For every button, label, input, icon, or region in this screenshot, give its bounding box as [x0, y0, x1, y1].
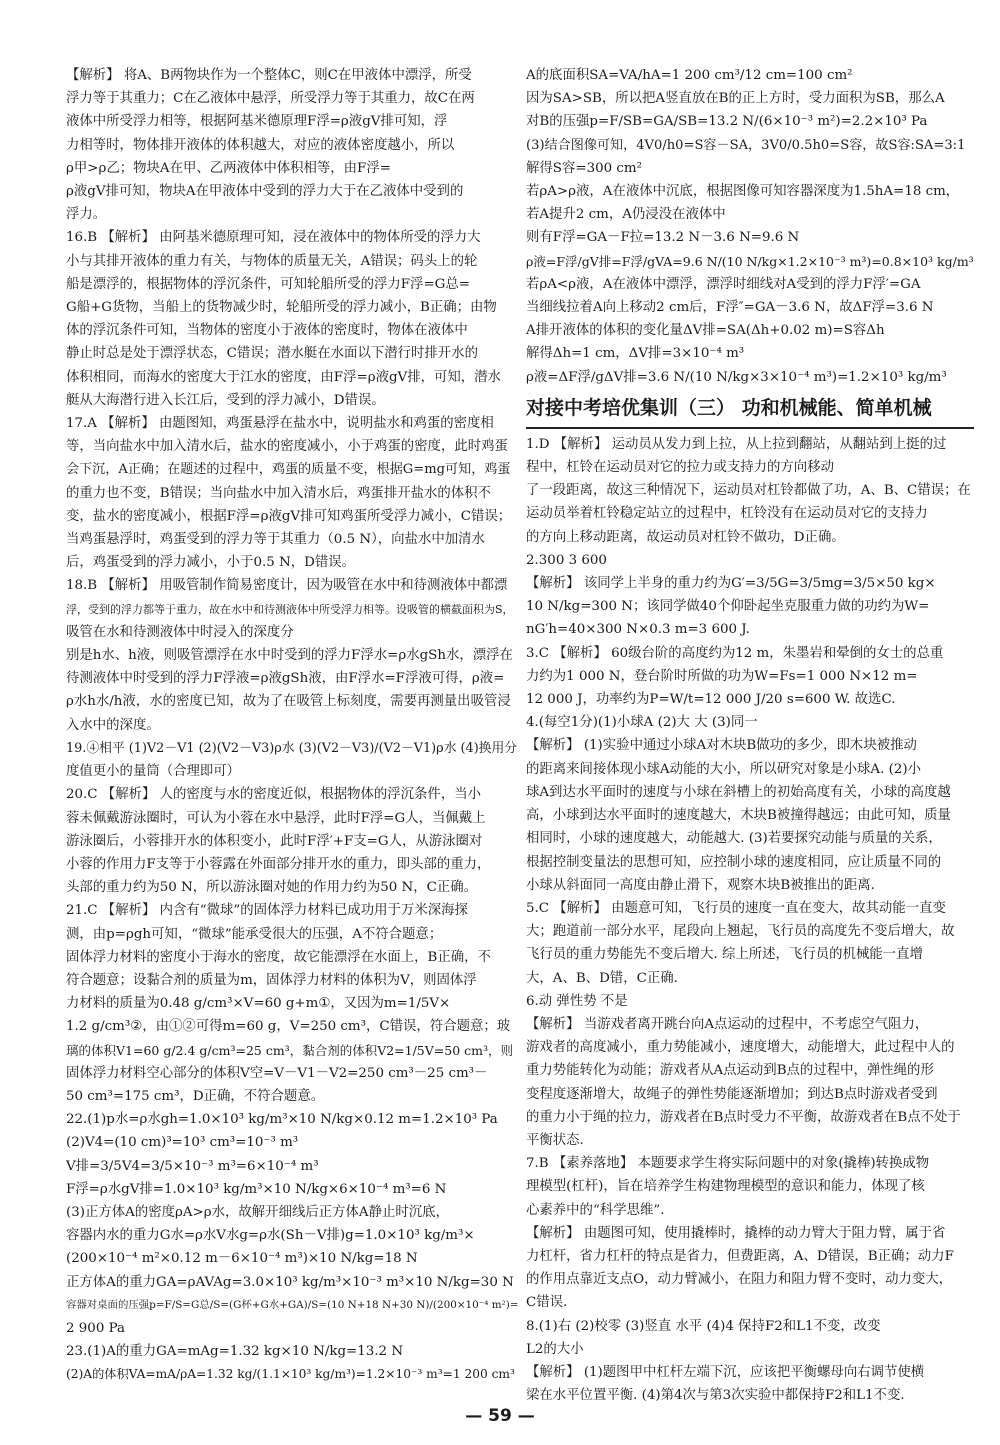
text-line: ρ液=ΔF浮/gΔV排=3.6 N/(10 N/kg×3×10⁻⁴ m³)=1.2×10³ kg/m³: [526, 369, 947, 385]
text-line: 浮力等于其重力；C在乙液体中悬浮，所受浮力等于其重力，故C在两: [66, 91, 475, 107]
text-line: 则有F浮=GA－F拉=13.2 N－3.6 N=9.6 N: [526, 230, 800, 246]
text-line: ρ液gV排可知，物块A在甲液体中受到的浮力大于在乙液体中受到的: [66, 184, 464, 200]
text-line: A的底面积SA=VA/hA=1 200 cm³/12 cm=100 cm²: [526, 68, 853, 83]
text-line: 6.动 弹性势 不是: [526, 993, 628, 1009]
text-line: 等，当向盐水中加入清水后，盐水的密度减小，小于鸡蛋的密度，此时鸡蛋: [66, 439, 508, 455]
text-line: 固体浮力材料空心部分的体积V空=V－V1－V2=250 cm³－25 cm³－: [66, 1065, 488, 1081]
text-line: 【解析】 (1)实验中通过小球A对木块B做功的多少，即木块被推动: [526, 738, 917, 754]
text-line: 容器内水的重力G水=ρ水V水g=ρ水(Sh－V排)g=1.0×10³ kg/m³×: [66, 1228, 475, 1244]
text-line: 别是h水、h液，则吸管漂浮在水中时受到的浮力F浮水=ρ水gSh水，漂浮在: [66, 648, 513, 664]
text-line: 50 cm³=175 cm³，D正确，不符合题意。: [66, 1088, 325, 1104]
text-line: 的重力也不变，B错误；当向盐水中加入清水后，鸡蛋排开盐水的体积不: [66, 485, 491, 501]
text-line: 因为SA>SB，所以把A竖直放在B的正上方时，受力面积为SB，那么A: [526, 91, 945, 107]
text-line: 度值更小的量筒（合理即可）: [66, 764, 241, 780]
text-line: 的作用点靠近支点O，动力臂减小，在阻力和阻力臂不变时，动力变大，: [526, 1272, 953, 1288]
text-line: 若ρA<ρ液，A在液体中漂浮，漂浮时细线对A受到的浮力F浮′=GA: [526, 276, 921, 292]
text-line: 4.(每空1分)(1)小球A (2)大 大 (3)同一: [526, 715, 758, 731]
text-line: 游泳圈后，小蓉排开水的体积变小，此时F浮′+F支=G人，从游泳圈对: [66, 833, 483, 849]
text-line: 球A到达水平面时的速度与小球在斜槽上的初始高度有关，小球的高度越: [526, 784, 951, 800]
text-line: 7.B 【素养落地】 本题要求学生将实际问题中的对象(撬棒)转换成物: [526, 1156, 930, 1172]
text-line: 艇从大海潜行进入长江后，受到的浮力减小，D错误。: [66, 392, 385, 408]
text-line: 测，由p=ρgh可知，“微球”能承受很大的压强，A不符合题意；: [66, 926, 443, 942]
text-line: 静止时总是处于漂浮状态，C错误；潜水艇在水面以下潜行时排开水的: [66, 346, 478, 362]
text-line: 19.④相平 (1)V2－V1 (2)(V2－V3)ρ水 (3)(V2－V3)/(V2－V1)ρ水 (4)换用分: [66, 740, 518, 756]
text-line: 1.2 g/cm³②，由①②可得m=60 g，V=250 cm³，C错误，符合题意；玻: [66, 1019, 511, 1035]
text-line: 解得S容=300 cm²: [526, 160, 642, 176]
text-line: 小球从斜面同一高度由静止滑下，观察木块B被推出的距离.: [526, 877, 875, 893]
text-line: C错误.: [526, 1295, 568, 1311]
text-line: (2)A的体积VA=mA/ρA=1.32 kg/(1.1×10³ kg/m³)=1.2×10⁻³ m³=1 200 cm³: [66, 1367, 515, 1382]
text-line: 小与其排开液体的重力有关，与物体的质量无关，A错误；码头上的轮: [66, 253, 478, 269]
text-line: 解得Δh=1 cm，ΔV排=3×10⁻⁴ m³: [526, 346, 745, 362]
text-line: 相同时，小球的速度越大，动能越大. (3)若要探究动能与质量的关系，: [526, 831, 942, 847]
text-line: 当细线拉着A向上移动2 cm后，F浮″=GA－3.6 N，故ΔF浮=3.6 N: [526, 300, 934, 316]
text-line: (2)V4=(10 cm)³=10³ cm³=10⁻³ m³: [66, 1135, 299, 1151]
text-line: 【解析】 由题图可知，使用撬棒时，撬棒的动力臂大于阻力臂，属于省: [526, 1225, 946, 1241]
text-line: 23.(1)A的重力GA=mAg=1.32 kg×10 N/kg=13.2 N: [66, 1344, 404, 1360]
text-line: 力相等时，物体排开液体的体积越大，对应的液体密度越小，所以: [66, 137, 455, 153]
text-line: 18.B 【解析】 用吸管制作简易密度计，因为吸管在水中和待测液体中都漂: [66, 578, 508, 594]
text-line: L2的大小: [526, 1341, 584, 1357]
text-line: 程中，杠铃在运动员对它的拉力或支持力的方向移动: [526, 460, 834, 476]
text-line: 浮力。: [66, 207, 107, 223]
text-line: 当鸡蛋悬浮时，鸡蛋受到的浮力等于其重力（0.5 N），向盐水中加清水: [66, 532, 485, 548]
text-line: 【解析】 将A、B两物块作为一个整体C，则C在甲液体中漂浮，所受: [66, 68, 472, 83]
text-line: 10 N/kg=300 N；该同学做40个仰卧起坐克服重力做的功约为W=: [526, 599, 930, 615]
text-line: (3)结合图像可知，4V0/h0=S容－SA，3V0/0.5h0=S容，故S容:SA=3:1: [526, 137, 966, 153]
text-line: 符合题意；设黏合剂的质量为m，固体浮力材料的体积为V，则固体浮: [66, 972, 477, 988]
text-line: 船是漂浮的，根据物体的浮沉条件，可知轮船所受的浮力F浮=G总=: [66, 276, 470, 292]
text-line: 的距离来间接体现小球A动能的大小，所以研究对象是小球A. (2)小: [526, 761, 921, 777]
text-line: 17.A 【解析】 由题图知，鸡蛋悬浮在盐水中，说明盐水和鸡蛋的密度相: [66, 416, 494, 432]
text-line: 变，盐水的密度减小，根据F浮=ρ液gV排可知鸡蛋所受浮力减小，C错误；: [66, 508, 512, 524]
text-line: 力约为1 000 N，登台阶时所做的功为W=Fs=1 000 N×12 m=: [526, 668, 918, 684]
text-line: 心素养中的“科学思维”.: [526, 1202, 665, 1218]
watermark-logo: [820, 1379, 988, 1439]
text-line: 根据控制变量法的思想可知，应控制小球的速度相同，应让质量不同的: [526, 854, 942, 870]
text-line: G船+G货物，当船上的货物减少时，轮船所受的浮力减小，B正确；由物: [66, 300, 497, 316]
text-line: 理模型(杠杆)，旨在培养学生构建物理模型的意识和能力，体现了核: [526, 1179, 925, 1195]
text-line: 平衡状态.: [526, 1132, 584, 1148]
text-line: 运动员举着杠铃稳定站立的过程中，杠铃没有在运动员对它的支持力: [526, 506, 928, 522]
text-line: 小蓉的作用力F支等于小蓉露在外面部分排开水的重力，即头部的重力，: [66, 856, 491, 872]
text-line: 固体浮力材料的密度小于海水的密度，故它能漂浮在水面上，B正确，不: [66, 949, 491, 965]
text-line: 会下沉，A正确；在题述的过程中，鸡蛋的质量不变，根据G=mg可知，鸡蛋: [66, 462, 511, 478]
text-line: 梁在水平位置平衡. (4)第4次与第3次实验中都保持F2和L1不变.: [526, 1388, 905, 1404]
text-line: 了一段距离，故这三种情况下，运动员对杠铃都做了功，A、B、C错误；在: [526, 483, 971, 499]
page-number: — 59 —: [465, 1406, 535, 1426]
section-title: 对接中考培优集训（三） 功和机械能、简单机械: [526, 391, 974, 429]
text-line: 待测液体中时受到的浮力F浮液=ρ液gSh液，由F浮水=F浮液可得，ρ液=: [66, 671, 505, 687]
text-line: 液体中所受浮力相等，根据阿基米德原理F浮=ρ液gV排可知，浮: [66, 114, 448, 130]
right-column: [526, 64, 974, 1407]
text-line: 8.(1)右 (2)校零 (3)竖直 水平 (4)4 保持F2和L1不变，改变: [526, 1318, 881, 1334]
text-line: 12 000 J，功率约为P=W/t=12 000 J/20 s=600 W. 故选C.: [526, 692, 896, 708]
text-line: 对B的压强p=F/SB=GA/SB=13.2 N/(6×10⁻³ m²)=2.2×10³ Pa: [526, 114, 928, 130]
text-line: 1.D 【解析】 运动员从发力到上拉，从上拉到翻站，从翻站到上挺的过: [526, 436, 947, 452]
text-line: 的重力小于绳的拉力，游戏者在B点时受力不平衡，故游戏者在B点不处于: [526, 1109, 961, 1125]
text-line: 若ρA>ρ液，A在液体中沉底，根据图像可知容器深度为1.5hA=18 cm，: [526, 184, 960, 200]
text-line: 5.C 【解析】 由题意可知，飞行员的速度一直在变大，故其动能一直变: [526, 900, 946, 916]
text-line: (3)正方体A的密度ρA>ρ水，故解开细线后正方体A静止时沉底，: [66, 1204, 449, 1220]
text-line: 游戏者的高度减小，重力势能减小，速度增大，动能增大，此过程中人的: [526, 1040, 955, 1056]
text-line: 高，小球到达水平面时的速度越大，木块B被撞得越远；由此可知，质量: [526, 808, 951, 824]
text-line: 后，鸡蛋受到的浮力减小，小于0.5 N，D错误。: [66, 555, 356, 571]
text-line: 蓉未佩戴游泳圈时，可认为小蓉在水中悬浮，此时F浮=G人，当佩戴上: [66, 810, 486, 826]
text-line: 3.C 【解析】 60级台阶的高度约为12 m，朱墨岩和晕倒的女士的总重: [526, 645, 944, 661]
text-line: (200×10⁻⁴ m²×0.12 m－6×10⁻⁴ m³)×10 N/kg=18 N: [66, 1251, 418, 1267]
text-line: 16.B 【解析】 由阿基米德原理可知，浸在液体中的物体所受的浮力大: [66, 230, 481, 246]
right-column-top: [526, 64, 974, 389]
text-line: 21.C 【解析】 内含有“微球”的固体浮力材料已成功用于万米深海探: [66, 903, 468, 919]
left-column: [66, 64, 518, 1387]
text-line: 【解析】 (1)题图甲中杠杆左端下沉，应该把平衡螺母向右调节使横: [526, 1364, 925, 1380]
text-line: F浮=ρ水gV排=1.0×10³ kg/m³×10 N/kg×6×10⁻⁴ m³=6 N: [66, 1181, 447, 1197]
text-line: ρ水h水/h液，水的密度已知，故为了在吸管上标刻度，需要再测量出吸管浸: [66, 694, 511, 710]
text-line: 飞行员的重力势能先不变后增大. 综上所述，飞行员的机械能一直增: [526, 947, 923, 963]
text-line: 大；跑道前一部分水平，尾段向上翘起，飞行员的高度先不变后增大，故: [526, 924, 955, 940]
text-line: 吸管在水和待测液体中时浸入的深度分: [66, 624, 294, 640]
text-line: 20.C 【解析】 人的密度与水的密度近似，根据物体的浮沉条件，当小: [66, 787, 481, 803]
text-line: 2.300 3 600: [526, 552, 607, 568]
text-line: 【解析】 当游戏者离开跳台向A点运动的过程中，不考虑空气阻力，: [526, 1016, 929, 1032]
text-line: 璃的体积V1=60 g/2.4 g/cm³=25 cm³，黏合剂的体积V2=1/5V=50 cm³，则: [66, 1042, 514, 1058]
text-line: 体积相同，而海水的密度大于江水的密度，由F浮=ρ液gV排，可知，潜水: [66, 369, 501, 385]
text-line: 力材料的质量为0.48 g/cm³×V=60 g+m①，又因为m=1/5V×: [66, 996, 451, 1012]
text-line: A排开液体的体积的变化量ΔV排=SA(Δh+0.02 m)=S容Δh: [526, 323, 885, 339]
text-line: V排=3/5V4=3/5×10⁻³ m³=6×10⁻⁴ m³: [66, 1158, 319, 1174]
text-line: ρ甲>ρ乙；物块A在甲、乙两液体中体积相等，由F浮=: [66, 160, 391, 176]
text-line: 容器对桌面的压强p=F/S=G总/S=(G杯+G水+GA)/S=(10 N+18 N+30 N)/(200×10⁻⁴ m²)=: [66, 1298, 518, 1311]
text-line: 浮，受到的浮力都等于重力，故在水中和待测液体中所受浮力相等。设吸管的横截面积为S，: [66, 602, 514, 616]
text-line: 头部的重力约为50 N，所以游泳圈对她的作用力约为50 N，C正确。: [66, 880, 478, 896]
text-line: 力杠杆，省力杠杆的特点是省力，但费距离，A、D错误，B正确；动力F: [526, 1248, 954, 1264]
text-line: 若A提升2 cm，A仍浸没在液体中: [526, 207, 726, 223]
text-line: nG′h=40×300 N×0.3 m=3 600 J.: [526, 622, 750, 638]
right-column-bottom: [526, 433, 974, 1408]
text-line: ρ液=F浮/gV排=F浮/gVA=9.6 N/(10 N/kg×1.2×10⁻³ m³)=0.8×10³ kg/m³: [526, 253, 974, 269]
text-line: 入水中的深度。: [66, 717, 160, 733]
text-line: 体的浮沉条件可知，当物体的密度小于液体的密度时，物体在液体中: [66, 323, 468, 339]
text-line: 的方向上移动距离，故运动员对杠铃不做功，D正确。: [526, 529, 845, 545]
text-line: 【解析】 该同学上半身的重力约为G′=3/5G=3/5mg=3/5×50 kg×: [526, 576, 936, 592]
text-line: 变程度逐渐增大，故绳子的弹性势能逐渐增加；到达B点时游戏者受到: [526, 1086, 938, 1102]
text-line: 大，A、B、D错，C正确.: [526, 970, 678, 986]
text-line: 22.(1)p水=ρ水gh=1.0×10³ kg/m³×10 N/kg×0.12 m=1.2×10³ Pa: [66, 1112, 498, 1128]
text-line: 正方体A的重力GA=ρAVAg=3.0×10³ kg/m³×10⁻³ m³×10 N/kg=30 N: [66, 1274, 514, 1290]
text-line: 重力势能转化为动能；游戏者从A点运动到B点的过程中，弹性绳的形: [526, 1063, 934, 1079]
text-line: 2 900 Pa: [66, 1320, 125, 1336]
